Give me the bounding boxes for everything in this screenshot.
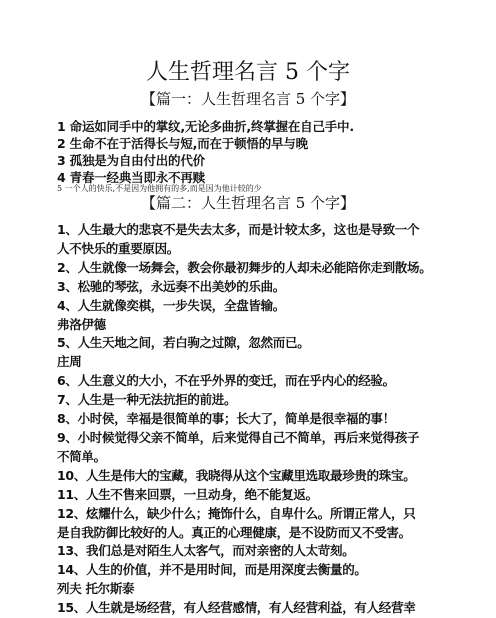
paragraph-line: 1、人生最大的悲哀不是失去太多，而是计较太多，这也是导致一个: [57, 222, 420, 237]
paragraph-line: 4、人生就像奕棋，一步失误，全盘皆输。: [57, 297, 285, 313]
paragraph-line: 9、小时候觉得父亲不简单，后来觉得自己不简单，再后来觉得孩子: [57, 429, 420, 445]
section-heading-1: 【篇一：人生哲理名言 5 个字】: [140, 90, 356, 108]
quote-note: 5 一个人的快乐,不是因为他拥有的多,而是因为他计较的少: [57, 184, 262, 193]
paragraph-line: 5、人生天地之间，若白驹之过隙，忽然而已。: [57, 335, 310, 351]
quote-line: 3 孤独是为自由付出的代价: [57, 153, 205, 168]
quote-line: 1 命运如同手中的掌纹,无论多曲折,终掌握在自己手中.: [57, 119, 354, 134]
quote-line: 4 青春一经典当即永不再赎: [57, 170, 205, 185]
paragraph-line: 13、我们总是对陌生人太客气，而对亲密的人太苛刻。: [57, 543, 355, 559]
section-2-body: [57, 221, 447, 618]
paragraph-line: 6、人生意义的大小，不在乎外界的变迁，而在乎内心的经验。: [57, 373, 395, 389]
paragraph-line: 7、人生是一种无法抗拒的前进。: [57, 392, 237, 408]
paragraph-line: 3、松驰的琴弦，永远奏不出美妙的乐曲。: [57, 278, 285, 294]
paragraph-line: 2、人生就像一场舞会，教会你最初舞步的人却未必能陪你走到散场。: [57, 259, 432, 275]
paragraph-line: 不简单。: [57, 448, 106, 464]
paragraph-line: 11、人生不售来回票，一旦动身，绝不能复返。: [57, 486, 318, 502]
quote-line: 2 生命不在于活得长与短,而在于顿悟的早与晚: [57, 136, 308, 151]
document-title: 人生哲理名言 5 个字: [146, 60, 350, 85]
author-line: 列夫 托尔斯泰: [57, 581, 135, 597]
paragraph-line: 14、人生的价值，并不是用时间，而是用深度去衡量的。: [57, 562, 367, 578]
paragraph-line: 12、炫耀什么，缺少什么；掩饰什么，自卑什么。所谓正常人，只: [57, 505, 416, 521]
paragraph-line: 人不快乐的重要原因。: [57, 240, 180, 256]
author-line: 庄周: [57, 354, 82, 370]
paragraph-line: 10、人生是伟大的宝藏，我晓得从这个宝藏里选取最珍贵的珠宝。: [57, 467, 416, 483]
section-heading-2: 【篇二：人生哲理名言 5 个字】: [140, 194, 356, 212]
paragraph-line: 是自我防御比较好的人。真正的心理健康，是不设防而又不受害。: [57, 524, 411, 540]
author-line: 弗洛伊德: [57, 316, 106, 332]
paragraph-line: 8、小时侯，幸福是很简单的事；长大了，简单是很幸福的事！: [57, 411, 395, 427]
paragraph-line: 15、人生就是场经营，有人经营感情，有人经营利益，有人经营幸: [57, 600, 416, 616]
